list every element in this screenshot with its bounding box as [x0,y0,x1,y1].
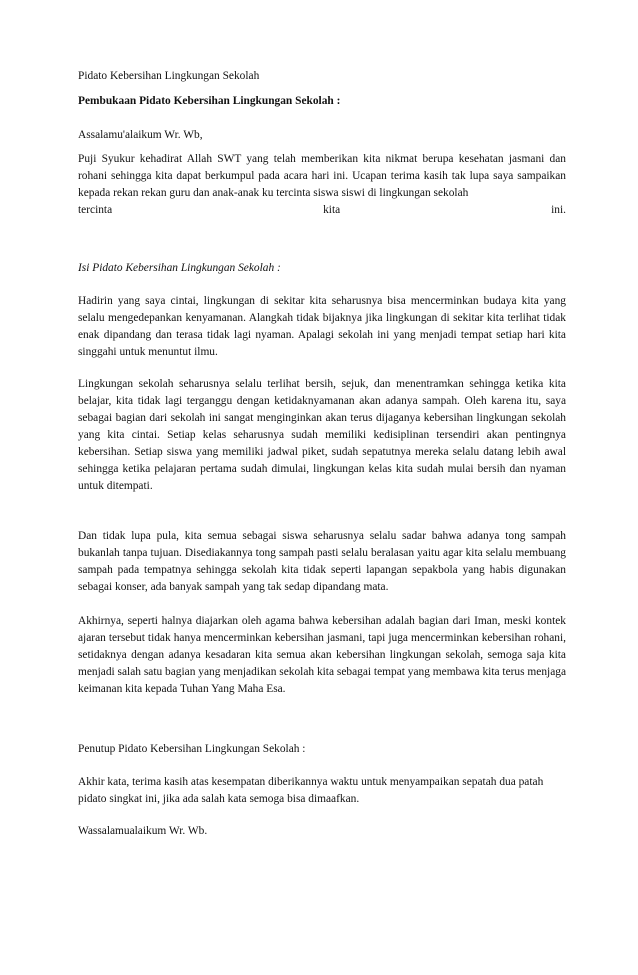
body-paragraph: Lingkungan sekolah seharusnya selalu terlihat bersih, sejuk, dan menentramkan sehingga ketika kita belajar, kita tidak lagi terganggu dengan ketidaknyamanan akan adanya sampah. Oleh karena itu, saya sebagai bagian dari sekolah ini sangat menginginkan akan terus dijaganya kebersihan lingkungan sekolah yang kita cintai. Setiap kelas seharusnya sudah memiliki kedisiplinan tersendiri akan pentingnya kebersihan. Setiap siswa yang memiliki jadwal piket, sudah sepatutnya mereka selalu datang lebih awal sehingga ketika pelajaran pertama sudah dimulai, lingkungan kelas kita sudah mulai bersih dan nyaman untuk ditempati. [78,378,566,492]
greeting: Assalamu'alaikum Wr. Wb, [78,129,203,141]
intro-word: tercinta [78,204,113,216]
intro-word: kita [323,204,341,216]
intro-text: Puji Syukur kehadirat Allah SWT yang telah memberikan kita nikmat berupa kesehatan jasmani dan rohani sehingga kita dapat berkumpul pada acara hari ini. Ucapan terima kasih tak lupa saya sampaikan kepada rekan rekan guru dan anak-anak ku tercinta siswa siswi di lingkungan sekolah [78,153,566,199]
intro-word: ini. [551,204,566,216]
body-paragraph: Akhirnya, seperti halnya diajarkan oleh agama bahwa kebersihan adalah bagian dari Iman, meski kontek ajaran tersebut tidak hanya mencerminkan kebersihan jasmani, tapi juga mencerminkan kebersihan rohani, setidaknya dengan adanya kesadaran kita semua akan kebersihan lingkungan sekolah, semoga saja kita menjadi salah satu bagian yang menjadikan sekolah kita sebagai tempat yang membawa kita terus menjaga keimanan kita kepada Tuhan Yang Maha Esa. [78,615,566,695]
intro-paragraph [78,151,566,219]
body-paragraph: Dan tidak lupa pula, kita semua sebagai siswa seharusnya selalu sadar bahwa adanya tong sampah bukanlah tanpa tujuan. Disediakannya tong sampah pasti selalu beralasan yaitu agar kita selalu membuang sampah pada tempatnya sehingga sekolah kita tidak seperti lapangan sepakbola yang habis digunakan sebagai konser, ada banyak sampah yang tak sedap dipandang mata. [78,530,566,593]
farewell: Wassalamualaikum Wr. Wb. [78,825,208,837]
opening-heading: Pembukaan Pidato Kebersihan Lingkungan Sekolah : [78,95,341,107]
intro-last-line [78,202,566,219]
closing-paragraph: Akhir kata, terima kasih atas kesempatan diberikannya waktu untuk menyampaikan sepatah dua patah pidato singkat ini, jika ada salah kata semoga bisa dimaafkan. [78,776,544,805]
document-title: Pidato Kebersihan Lingkungan Sekolah [78,70,260,82]
content-heading: Isi Pidato Kebersihan Lingkungan Sekolah : [78,262,281,274]
body-paragraph: Hadirin yang saya cintai, lingkungan di sekitar kita seharusnya bisa mencerminkan budaya kita yang selalu mengedepankan kenyamanan. Alangkah tidak bijaknya jika lingkungan di sekitar kita terlihat tidak enak dipandang dan terasa tidak lagi nyaman. Apalagi sekolah ini yang menjadi tempat setiap hari kita singgahi untuk menuntut ilmu. [78,295,566,358]
closing-heading: Penutup Pidato Kebersihan Lingkungan Sekolah : [78,743,306,755]
